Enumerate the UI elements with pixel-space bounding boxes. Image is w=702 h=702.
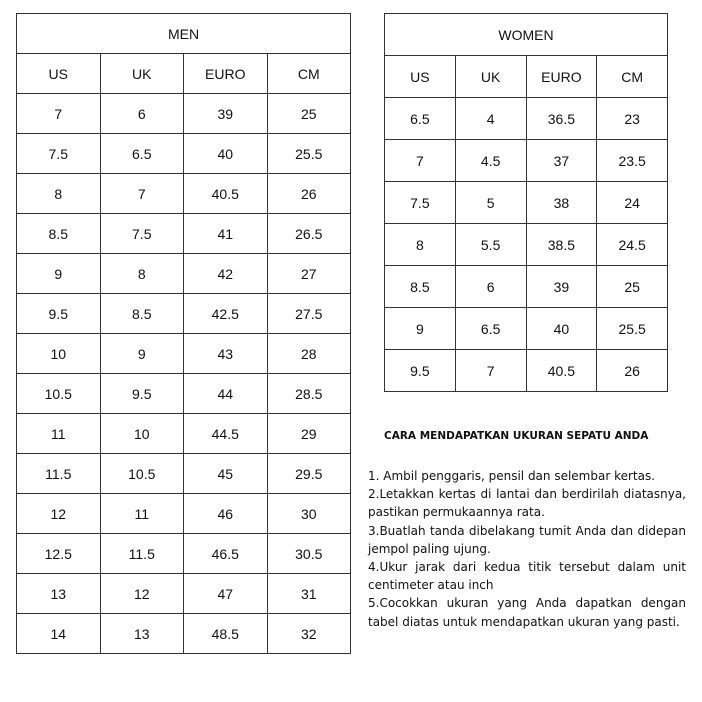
table-cell: 25.5 (267, 134, 351, 174)
table-row (17, 494, 351, 534)
table-cell: 29.5 (267, 454, 351, 494)
column-header: CM (267, 54, 351, 94)
table-cell: 9.5 (100, 374, 184, 414)
table-row (17, 134, 351, 174)
table-cell: 39 (526, 266, 597, 308)
table-row (17, 534, 351, 574)
guide-steps (368, 467, 686, 631)
table-row (385, 182, 668, 224)
table-cell: 12 (17, 494, 101, 534)
table-cell: 5 (455, 182, 526, 224)
table-cell: 11 (100, 494, 184, 534)
table-cell: 7.5 (17, 134, 101, 174)
table-cell: 8.5 (385, 266, 456, 308)
table-cell: 6.5 (455, 308, 526, 350)
table-cell: 25 (597, 266, 668, 308)
column-header: EURO (184, 54, 268, 94)
column-header: US (17, 54, 101, 94)
table-cell: 46 (184, 494, 268, 534)
column-header: UK (455, 56, 526, 98)
table-cell: 12.5 (17, 534, 101, 574)
table-row (17, 454, 351, 494)
table-cell: 44.5 (184, 414, 268, 454)
table-cell: 30.5 (267, 534, 351, 574)
table-cell: 46.5 (184, 534, 268, 574)
table-cell: 7 (100, 174, 184, 214)
table-cell: 9.5 (17, 294, 101, 334)
table-row (17, 94, 351, 134)
table-cell: 40.5 (184, 174, 268, 214)
table-cell: 10 (100, 414, 184, 454)
table-cell: 37 (526, 140, 597, 182)
table-cell: 39 (184, 94, 268, 134)
table-cell: 25.5 (597, 308, 668, 350)
table-cell: 40 (526, 308, 597, 350)
table-cell: 11 (17, 414, 101, 454)
table-cell: 25 (267, 94, 351, 134)
table-cell: 23 (597, 98, 668, 140)
table-cell: 27 (267, 254, 351, 294)
table-row (385, 266, 668, 308)
table-cell: 36.5 (526, 98, 597, 140)
table-row (17, 614, 351, 654)
table-cell: 10 (17, 334, 101, 374)
table-cell: 4.5 (455, 140, 526, 182)
table-cell: 14 (17, 614, 101, 654)
table-cell: 28 (267, 334, 351, 374)
table-title: MEN (17, 14, 351, 54)
table-cell: 6 (100, 94, 184, 134)
column-header: CM (597, 56, 668, 98)
guide-step: 1. Ambil penggaris, pensil dan selembar kertas. (368, 469, 656, 483)
table-cell: 8 (100, 254, 184, 294)
column-header: US (385, 56, 456, 98)
table-cell: 12 (100, 574, 184, 614)
table-cell: 47 (184, 574, 268, 614)
table-cell: 9 (17, 254, 101, 294)
table-cell: 26 (597, 350, 668, 392)
table-cell: 9.5 (385, 350, 456, 392)
table-cell: 38 (526, 182, 597, 224)
table-cell: 38.5 (526, 224, 597, 266)
table-cell: 13 (17, 574, 101, 614)
table-row (17, 374, 351, 414)
table-cell: 32 (267, 614, 351, 654)
table-row (17, 254, 351, 294)
table-cell: 45 (184, 454, 268, 494)
table-cell: 24 (597, 182, 668, 224)
table-row (17, 414, 351, 454)
table-row (17, 174, 351, 214)
table-cell: 9 (100, 334, 184, 374)
table-title: WOMEN (385, 14, 668, 56)
table-row (17, 574, 351, 614)
guide-step: 4.Ukur jarak dari kedua titik tersebut dalam unit centimeter atau inch (368, 560, 686, 593)
table-cell: 11.5 (100, 534, 184, 574)
men-size-table (16, 13, 351, 654)
table-cell: 7 (455, 350, 526, 392)
table-cell: 8.5 (100, 294, 184, 334)
table-cell: 42.5 (184, 294, 268, 334)
table-row (385, 224, 668, 266)
guide-step: 2.Letakkan kertas di lantai dan berdirilah diatasnya, pastikan permukaannya rata. (368, 487, 686, 520)
table-cell: 6.5 (385, 98, 456, 140)
table-cell: 29 (267, 414, 351, 454)
table-cell: 10.5 (100, 454, 184, 494)
table-cell: 8.5 (17, 214, 101, 254)
table-row (17, 214, 351, 254)
column-header: UK (100, 54, 184, 94)
table-cell: 48.5 (184, 614, 268, 654)
table-row (385, 308, 668, 350)
table-cell: 40 (184, 134, 268, 174)
table-cell: 7.5 (385, 182, 456, 224)
table-cell: 31 (267, 574, 351, 614)
table-row (385, 140, 668, 182)
guide-step: 3.Buatlah tanda dibelakang tumit Anda dan didepan jempol paling ujung. (368, 523, 686, 556)
table-cell: 27.5 (267, 294, 351, 334)
table-cell: 6.5 (100, 134, 184, 174)
table-cell: 8 (17, 174, 101, 214)
women-size-table (384, 13, 668, 392)
table-cell: 26.5 (267, 214, 351, 254)
table-row (385, 98, 668, 140)
table-cell: 6 (455, 266, 526, 308)
table-row (17, 294, 351, 334)
table-cell: 4 (455, 98, 526, 140)
table-cell: 5.5 (455, 224, 526, 266)
table-row (17, 334, 351, 374)
table-cell: 23.5 (597, 140, 668, 182)
table-cell: 24.5 (597, 224, 668, 266)
guide-step: 5.Cocokkan ukuran yang Anda dapatkan dengan tabel diatas untuk mendapatkan ukuran yang pasti. (368, 596, 686, 629)
table-row (385, 350, 668, 392)
table-cell: 44 (184, 374, 268, 414)
table-cell: 9 (385, 308, 456, 350)
table-cell: 28.5 (267, 374, 351, 414)
table-cell: 42 (184, 254, 268, 294)
table-cell: 26 (267, 174, 351, 214)
table-cell: 8 (385, 224, 456, 266)
table-cell: 43 (184, 334, 268, 374)
table-cell: 7 (385, 140, 456, 182)
table-cell: 13 (100, 614, 184, 654)
table-cell: 40.5 (526, 350, 597, 392)
table-cell: 7 (17, 94, 101, 134)
column-header: EURO (526, 56, 597, 98)
guide-title: CARA MENDAPATKAN UKURAN SEPATU ANDA (384, 430, 649, 442)
table-cell: 30 (267, 494, 351, 534)
table-cell: 11.5 (17, 454, 101, 494)
table-cell: 41 (184, 214, 268, 254)
table-cell: 7.5 (100, 214, 184, 254)
table-cell: 10.5 (17, 374, 101, 414)
